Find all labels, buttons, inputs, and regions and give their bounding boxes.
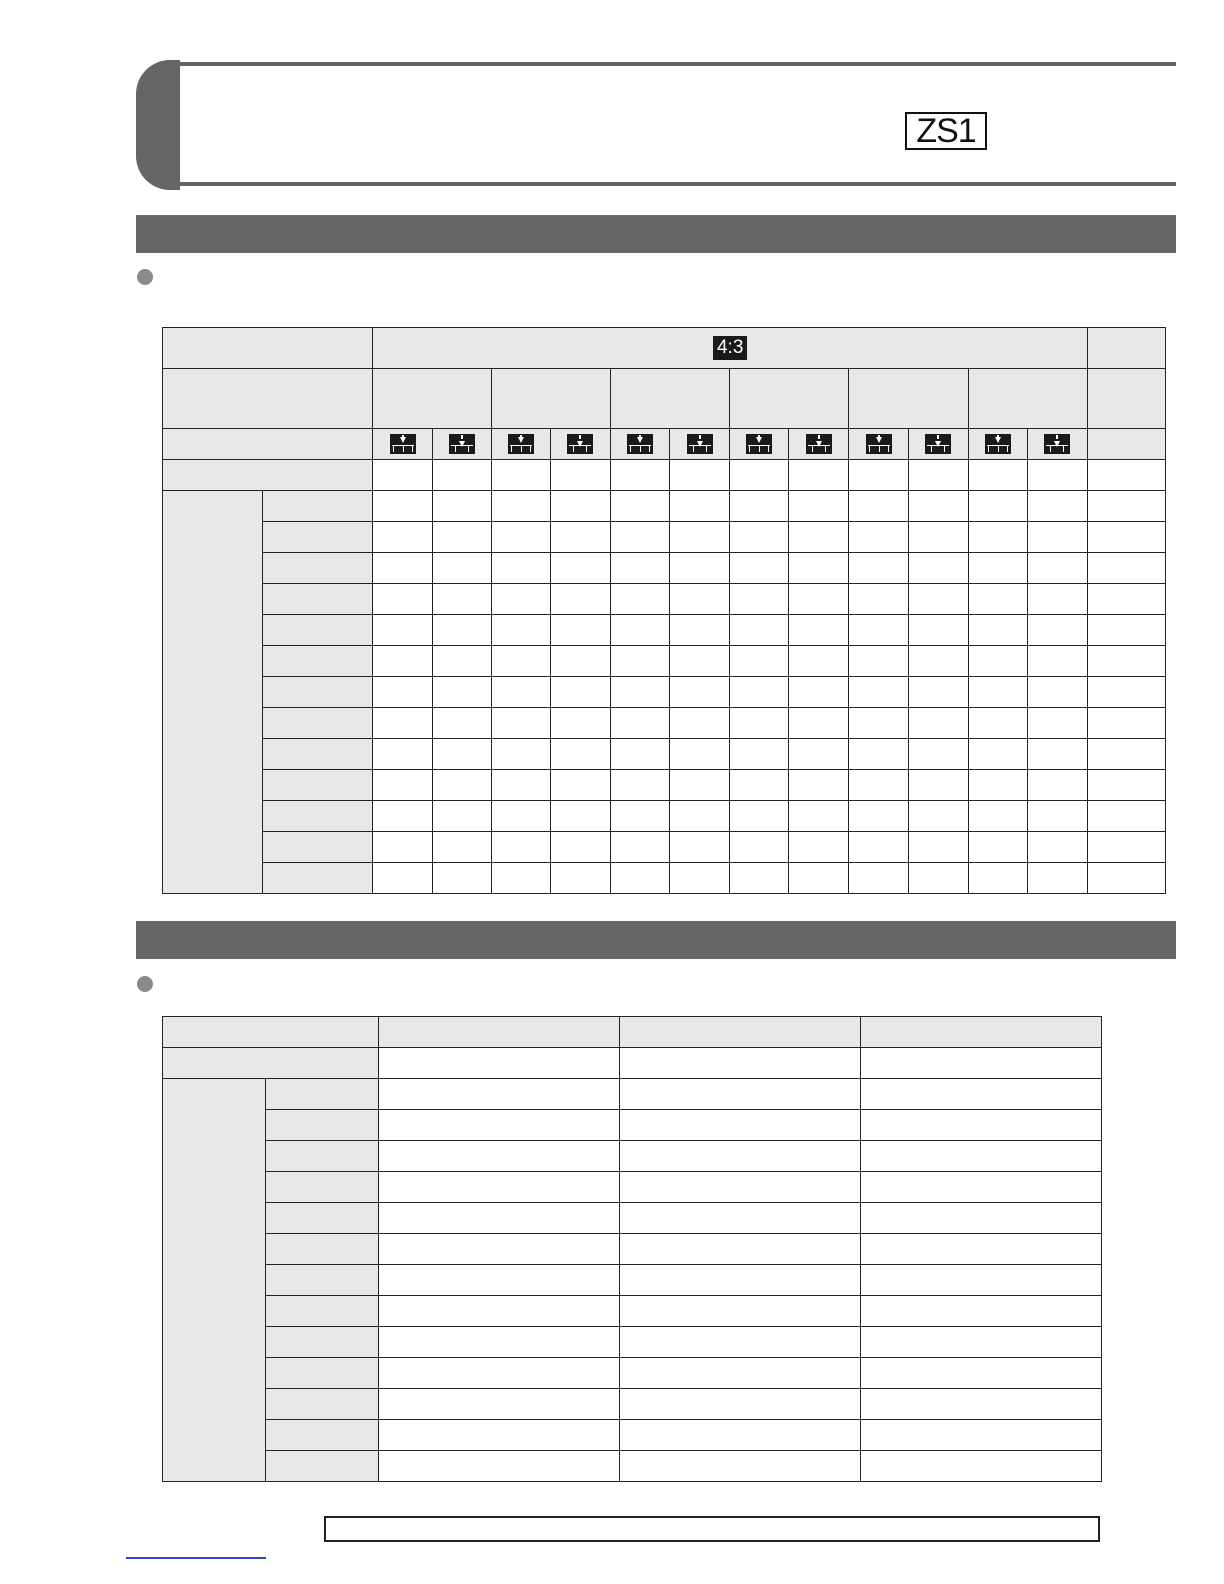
table-row: [163, 801, 1166, 832]
t1-row-label: [263, 708, 373, 739]
center-area-bottom-icon: [687, 434, 713, 454]
section-bar-2: [136, 921, 1176, 959]
table-row: [163, 863, 1166, 894]
t1-row-label: [263, 801, 373, 832]
t2-col-header: [620, 1017, 861, 1048]
table-row: [163, 677, 1166, 708]
center-area-bottom-icon: [806, 434, 832, 454]
table-row: [163, 1265, 1102, 1296]
t2-row-label: [266, 1451, 379, 1482]
t1-row-label: [263, 832, 373, 863]
t1-subheader: [610, 369, 729, 429]
table-row: [163, 1141, 1102, 1172]
t1-icon-row: [163, 429, 1166, 460]
table-row: [163, 1172, 1102, 1203]
t1-group-label: [163, 491, 263, 894]
t2-col-header: [379, 1017, 620, 1048]
multi-area-top-icon: [985, 434, 1011, 454]
table-row: [163, 1296, 1102, 1327]
footer-box: [324, 1516, 1100, 1542]
table-row: [163, 1048, 1102, 1079]
t1-subheader: [968, 369, 1087, 429]
table-row: [163, 708, 1166, 739]
footer-link[interactable]: [126, 1557, 266, 1559]
t1-row-label: [263, 522, 373, 553]
center-area-bottom-icon: [449, 434, 475, 454]
multi-area-top-icon: [627, 434, 653, 454]
t1-row-label: [263, 863, 373, 894]
t2-row-label: [266, 1141, 379, 1172]
t2-col-header: [861, 1017, 1102, 1048]
table-row: [163, 1110, 1102, 1141]
t1-next-header: [1087, 328, 1165, 369]
table-row: [163, 584, 1166, 615]
table-row: [163, 1358, 1102, 1389]
t2-row-label: [266, 1110, 379, 1141]
t2-group-label: [163, 1079, 266, 1482]
table-row: [163, 770, 1166, 801]
t2-row-label: [266, 1203, 379, 1234]
t2-row-label: [266, 1296, 379, 1327]
t1-row-label: [263, 615, 373, 646]
table-row: [163, 491, 1166, 522]
table-row: [163, 1234, 1102, 1265]
center-area-bottom-icon: [925, 434, 951, 454]
table-1: [162, 327, 1166, 894]
t1-ratio-header: [373, 328, 1088, 369]
t1-row-label: [263, 677, 373, 708]
multi-area-top-icon: [390, 434, 416, 454]
t1-subheader-label: [163, 369, 373, 429]
t1-row-label: [263, 770, 373, 801]
t2-row-label: [266, 1327, 379, 1358]
t1-corner: [163, 328, 373, 369]
table-row: [163, 522, 1166, 553]
t2-row-label: [266, 1265, 379, 1296]
t2-row-label: [266, 1234, 379, 1265]
t1-icon-row-label: [163, 429, 373, 460]
table-row: [163, 646, 1166, 677]
t1-row-label: [263, 584, 373, 615]
multi-area-top-icon: [508, 434, 534, 454]
t2-row-label: [266, 1358, 379, 1389]
t1-row-label: [263, 553, 373, 584]
table-row: [163, 1420, 1102, 1451]
table-row: [163, 1389, 1102, 1420]
ratio-badge: 4:3: [713, 336, 747, 360]
table-row: [163, 832, 1166, 863]
t2-row-label: [266, 1389, 379, 1420]
multi-area-top-icon: [746, 434, 772, 454]
table-row: [163, 1079, 1102, 1110]
t2-row-label: [266, 1079, 379, 1110]
table-row: [163, 1203, 1102, 1234]
t1-subheader: [849, 369, 968, 429]
t1-row-label: [263, 491, 373, 522]
t1-icon-cell: [1087, 429, 1165, 460]
table-2: [162, 1016, 1102, 1482]
t1-row-label: [263, 739, 373, 770]
table-row: [163, 615, 1166, 646]
t2-row-label: [266, 1420, 379, 1451]
t1-subheader: [373, 369, 491, 429]
t1-row-label: [163, 460, 373, 491]
t1-row-label: [263, 646, 373, 677]
table-row: [163, 739, 1166, 770]
bullet-2: [137, 976, 153, 992]
t1-subheader: [730, 369, 849, 429]
table-row: [163, 553, 1166, 584]
t2-row-label: [266, 1172, 379, 1203]
center-area-bottom-icon: [1044, 434, 1070, 454]
t2-row-label: [163, 1048, 379, 1079]
model-badge: ZS1: [905, 112, 987, 150]
center-area-bottom-icon: [567, 434, 593, 454]
t2-corner: [163, 1017, 379, 1048]
t1-subheader: [491, 369, 610, 429]
table-row: [163, 460, 1166, 491]
table-row: [163, 1451, 1102, 1482]
multi-area-top-icon: [866, 434, 892, 454]
t1-subheader: [1087, 369, 1165, 429]
table-row: [163, 1327, 1102, 1358]
